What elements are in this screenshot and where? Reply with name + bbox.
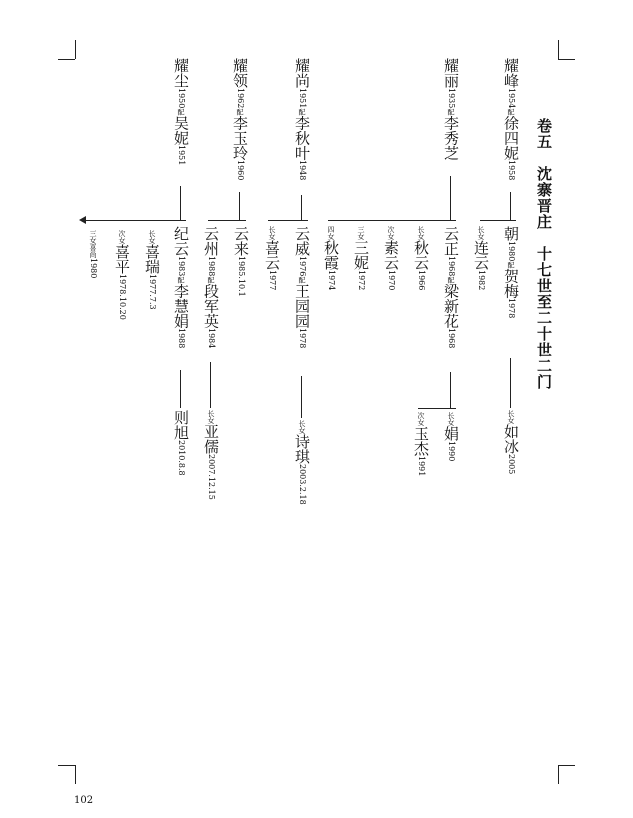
spouse-name: 李秋叶 <box>293 115 311 161</box>
person-chao <box>503 226 519 319</box>
birth-year: 1985.10.1 <box>237 256 246 297</box>
rank-label: 长女 <box>447 412 455 426</box>
birth-year: 1988 <box>207 256 216 277</box>
person-yunlai <box>233 226 249 297</box>
spouse-birth-year: 1958 <box>507 160 516 181</box>
birth-year: 2010.8.8 <box>177 440 186 476</box>
person-shiqi <box>294 420 310 505</box>
person-yaru <box>203 410 219 500</box>
rank-label: 三女 <box>89 230 97 244</box>
crop-mark-br-v <box>558 765 559 784</box>
sibling-bracket <box>208 220 246 221</box>
rank-label: 四女 <box>327 226 335 240</box>
descent-line <box>239 192 240 220</box>
person-name: 娟 <box>442 426 460 441</box>
spouse-birth-year: 1968 <box>447 328 456 349</box>
birth-year: 1972 <box>357 270 366 291</box>
spouse-name: 梁新花 <box>442 283 460 329</box>
spouse-birth-year: 1978 <box>507 298 516 319</box>
page-heading: 卷五 沈寨晋庄 十七世至二十世二门 <box>535 118 553 390</box>
rank-label: 长女 <box>477 226 485 240</box>
crop-mark-bl-h <box>58 765 75 766</box>
spouse-mark: 配 <box>507 108 515 116</box>
page-number: 102 <box>74 795 94 806</box>
person-name: 云州 <box>202 226 220 256</box>
descent-line <box>210 362 211 408</box>
crop-mark-tl-v <box>75 40 76 59</box>
birth-year: 1968 <box>447 256 456 277</box>
person-yunzhou <box>203 226 219 349</box>
birth-year: 1980 <box>89 258 98 279</box>
person-yaofeng <box>503 58 519 181</box>
spouse-mark: 配 <box>447 108 455 116</box>
person-name: 云正 <box>442 226 460 256</box>
rank-label: 次女 <box>417 412 425 426</box>
spouse-mark: 配 <box>207 276 215 284</box>
person-xiyun <box>264 226 280 290</box>
person-name: 纪云 <box>172 226 190 256</box>
person-name: 朝 <box>502 226 520 241</box>
person-name: 喜瑞 <box>143 244 161 274</box>
crop-mark-tl-h <box>58 59 75 60</box>
rank-label: 长女 <box>507 410 515 424</box>
person-name: 喜平 <box>113 244 131 274</box>
spouse-name: 李玉玲 <box>231 115 249 161</box>
person-name: 如冰 <box>502 424 520 454</box>
rank-label: 长女 <box>298 420 306 434</box>
sibling-bracket <box>480 220 516 221</box>
birth-year: 1991 <box>417 456 426 477</box>
person-xishang <box>85 230 101 278</box>
spouse-name: 贺梅 <box>502 268 520 299</box>
rank-label: 长女 <box>268 226 276 240</box>
descent-line <box>510 192 511 220</box>
birth-year: 1950 <box>177 88 186 109</box>
person-name: 则旭 <box>172 410 190 440</box>
crop-mark-bl-v <box>75 765 76 784</box>
sibling-bracket <box>86 220 186 221</box>
person-name: 云威 <box>293 226 311 256</box>
spouse-name: 徐四妮 <box>502 115 520 161</box>
rank-label: 长女 <box>207 410 215 424</box>
spouse-name: 李慧娟 <box>172 283 190 329</box>
descent-line <box>450 176 451 220</box>
person-juan <box>443 412 459 461</box>
crop-mark-br-h <box>558 765 575 766</box>
birth-year: 1954 <box>507 88 516 109</box>
descent-line <box>301 376 302 418</box>
sibling-bracket <box>418 408 456 409</box>
person-zexu <box>173 410 189 476</box>
person-sanni <box>353 226 369 290</box>
descent-line <box>510 358 511 408</box>
rank-label: 长女 <box>148 230 156 244</box>
spouse-birth-year: 1988 <box>177 328 186 349</box>
spouse-birth-year: 1960 <box>236 160 245 181</box>
person-yaoli <box>443 58 459 160</box>
spouse-birth-year: 1978 <box>298 328 307 349</box>
person-lianyun <box>473 226 489 290</box>
birth-year: 1970 <box>387 270 396 291</box>
person-name: 诗琪 <box>293 434 311 464</box>
person-name: 喜云 <box>263 240 281 270</box>
spouse-birth-year: 1948 <box>298 160 307 181</box>
person-yaoshang <box>294 58 310 181</box>
birth-year: 1977 <box>268 270 277 291</box>
spouse-name: 吴妮 <box>172 115 190 146</box>
person-name: 亚儒 <box>202 424 220 454</box>
birth-year: 1983 <box>177 256 186 277</box>
spouse-mark: 配 <box>177 108 185 116</box>
birth-year: 1980 <box>507 241 516 262</box>
descent-line <box>301 195 302 220</box>
birth-year: 1962 <box>236 88 245 109</box>
spouse-name: 王园园 <box>293 283 311 329</box>
person-name: 耀峰 <box>502 58 520 88</box>
spouse-mark: 配 <box>298 108 306 116</box>
person-xiping <box>114 230 130 320</box>
person-rubing <box>503 410 519 474</box>
spouse-birth-year: 1984 <box>207 328 216 349</box>
person-name: 耀领 <box>231 58 249 88</box>
person-yaochen <box>173 58 189 166</box>
person-name: 喜尚 <box>89 244 97 258</box>
sibling-bracket <box>268 220 308 221</box>
spouse-mark: 配 <box>177 276 185 284</box>
person-yunzheng <box>443 226 459 349</box>
arrow-left-icon <box>79 216 86 224</box>
spouse-mark: 配 <box>236 108 244 116</box>
birth-year: 1951 <box>298 88 307 109</box>
sibling-bracket <box>328 220 456 221</box>
crop-mark-tr-h <box>558 59 575 60</box>
person-name: 耀尚 <box>293 58 311 88</box>
person-name: 耀尘 <box>172 58 190 88</box>
person-xirui <box>144 230 160 310</box>
rank-label: 次女 <box>118 230 126 244</box>
person-jiyun <box>173 226 189 349</box>
person-name: 云来 <box>232 226 250 256</box>
birth-year: 2005 <box>507 454 516 475</box>
crop-mark-tr-v <box>558 40 559 59</box>
birth-year: 1990 <box>447 441 456 462</box>
birth-year: 1966 <box>417 270 426 291</box>
person-name: 耀丽 <box>442 58 460 88</box>
rank-label: 次女 <box>387 226 395 240</box>
descent-line <box>450 372 451 408</box>
spouse-name: 段军英 <box>202 283 220 329</box>
birth-year: 1982 <box>477 270 486 291</box>
birth-year: 2007.12.15 <box>207 454 216 500</box>
spouse-birth-year: 1951 <box>177 145 186 166</box>
person-name: 秋云 <box>412 240 430 270</box>
person-name: 秋霞 <box>322 240 340 270</box>
person-suyun <box>383 226 399 290</box>
person-qiuyun <box>413 226 429 290</box>
birth-year: 1977.7.3 <box>148 274 157 310</box>
descent-line <box>180 370 181 408</box>
birth-year: 1976 <box>298 256 307 277</box>
birth-year: 1978.10.20 <box>118 274 127 320</box>
spouse-name: 李秀芝 <box>442 115 460 161</box>
person-name: 素云 <box>382 240 400 270</box>
rank-label: 三女 <box>357 226 365 240</box>
person-name: 连云 <box>472 240 490 270</box>
person-yaoling <box>232 58 248 181</box>
birth-year: 1974 <box>327 270 336 291</box>
birth-year: 1935 <box>447 88 456 109</box>
spouse-mark: 配 <box>507 261 515 269</box>
person-name: 玉杰 <box>412 426 430 456</box>
person-yujie <box>413 412 429 476</box>
person-name: 三妮 <box>352 240 370 270</box>
person-qiuxia <box>323 226 339 290</box>
person-yunwei <box>294 226 310 349</box>
spouse-mark: 配 <box>447 276 455 284</box>
descent-line <box>180 186 181 220</box>
rank-label: 长女 <box>417 226 425 240</box>
spouse-mark: 配 <box>298 276 306 284</box>
birth-year: 2003.2.18 <box>298 464 307 505</box>
